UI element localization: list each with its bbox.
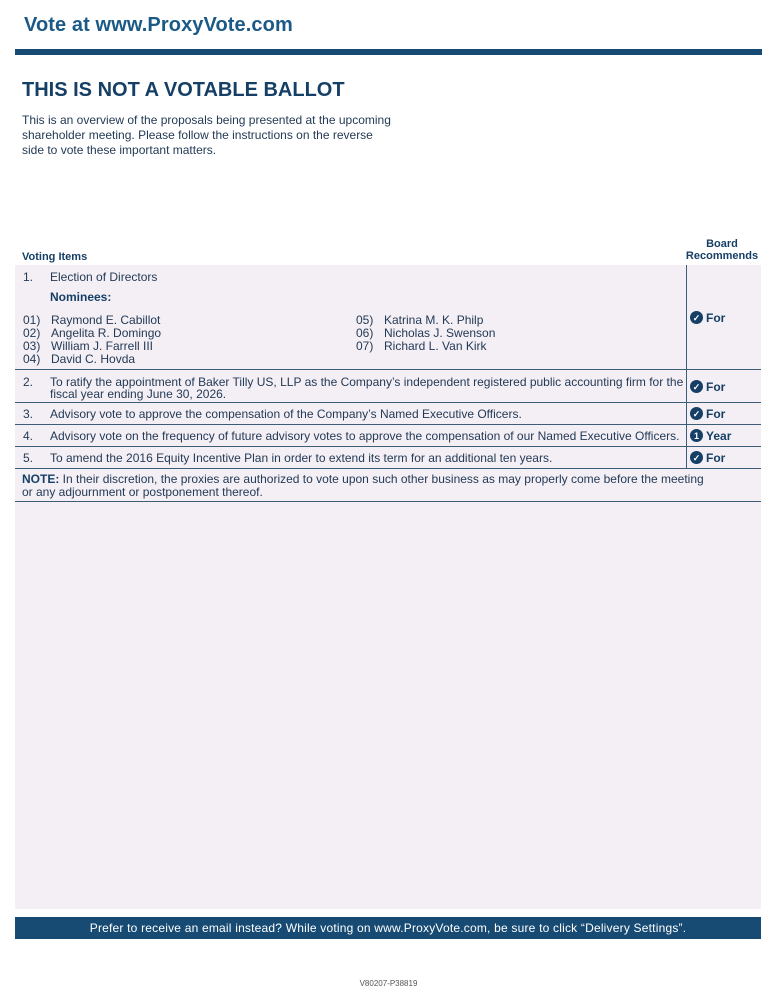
nominee-number: 03) [23, 339, 41, 353]
check-icon: ✓ [690, 451, 703, 464]
recommendation-cell [686, 425, 762, 446]
note-text: In their discretion, the proxies are authorized to vote upon such other business as may properly come before the meeting or any adjournment or postponement thereof. [22, 472, 704, 499]
recommendation-cell [686, 447, 762, 468]
recommendation-cell [686, 370, 762, 402]
recommendation [690, 407, 725, 420]
item-text: To amend the 2016 Equity Incentive Plan in order to extend its term for an additional ten years. [50, 451, 553, 465]
footer-banner: Prefer to receive an email instead? While voting on www.ProxyVote.com, be sure to click “Delivery Settings”. [15, 917, 761, 939]
nominee-name: William J. Farrell III [51, 339, 153, 353]
nominee-number: 07) [356, 339, 374, 353]
nominee-name: Angelita R. Domingo [51, 326, 162, 340]
voting-item-2 [15, 370, 761, 403]
voting-item-1 [15, 265, 761, 370]
note [22, 473, 712, 499]
recommendation [690, 311, 725, 324]
recommendation-cell [686, 403, 762, 424]
nominee [23, 353, 135, 366]
recommendation-cell [686, 265, 762, 369]
header-rule [15, 49, 762, 55]
nominee-name: David C. Hovda [51, 352, 136, 366]
check-icon: ✓ [690, 311, 703, 324]
intro-text: This is an overview of the proposals being presented at the upcoming shareholder meeting. Please follow the instructions on the reverse side to vote these important matters. [22, 113, 391, 157]
header-title[interactable]: Vote at www.ProxyVote.com [24, 14, 293, 36]
voting-item-3 [15, 403, 761, 425]
nominee-number: 02) [23, 326, 41, 340]
item-text: Advisory vote on the frequency of future advisory votes to approve the compensation of our Named Executive Officers. [50, 429, 680, 443]
recommendation-label: For [706, 310, 726, 325]
recommendation-label: For [706, 406, 726, 421]
item-number: 2. [23, 375, 34, 389]
board-header-line1: Board [706, 238, 738, 250]
voting-item-4 [15, 425, 761, 447]
check-icon: ✓ [690, 380, 703, 393]
nominee-number: 05) [356, 313, 374, 327]
nominee-number: 01) [23, 313, 41, 327]
recommendation-label: For [706, 379, 726, 394]
board-recommends-header [683, 238, 761, 262]
nominee-name: Raymond E. Cabillot [51, 313, 161, 327]
board-header-line2: Recommends [685, 250, 759, 262]
nominee-name: Nicholas J. Swenson [384, 326, 496, 340]
nominee-number: 04) [23, 352, 41, 366]
note-label: NOTE: [22, 472, 60, 486]
check-icon: ✓ [690, 407, 703, 420]
nominee-number: 06) [356, 326, 374, 340]
nominees-label: Nominees: [50, 290, 112, 304]
item-number: 4. [23, 429, 34, 443]
recommendation-label: For [706, 450, 726, 465]
nominee-name: Katrina M. K. Philp [384, 313, 484, 327]
voting-item-5 [15, 447, 761, 469]
note-rule [15, 501, 761, 502]
number-one-icon: 1 [690, 429, 703, 442]
item-text: Advisory vote to approve the compensation of the Company’s Named Executive Officers. [50, 407, 522, 421]
item-text: To ratify the appointment of Baker Tilly US, LLP as the Company’s independent registered public accounting firm for the fiscal year ending June 30, 2026. [50, 375, 684, 401]
page-title: THIS IS NOT A VOTABLE BALLOT [22, 79, 345, 101]
item-number: 3. [23, 407, 34, 421]
recommendation [690, 429, 731, 442]
recommendation [690, 451, 725, 464]
item-number: 5. [23, 451, 34, 465]
item-text: Election of Directors [50, 270, 158, 284]
nominee [356, 340, 487, 353]
recommendation [690, 380, 725, 393]
recommendation-label: Year [706, 428, 732, 443]
document-code: V80207-P38819 [359, 979, 418, 988]
voting-items-header: Voting Items [22, 251, 88, 263]
nominee-name: Richard L. Van Kirk [384, 339, 487, 353]
item-number: 1. [23, 270, 34, 284]
